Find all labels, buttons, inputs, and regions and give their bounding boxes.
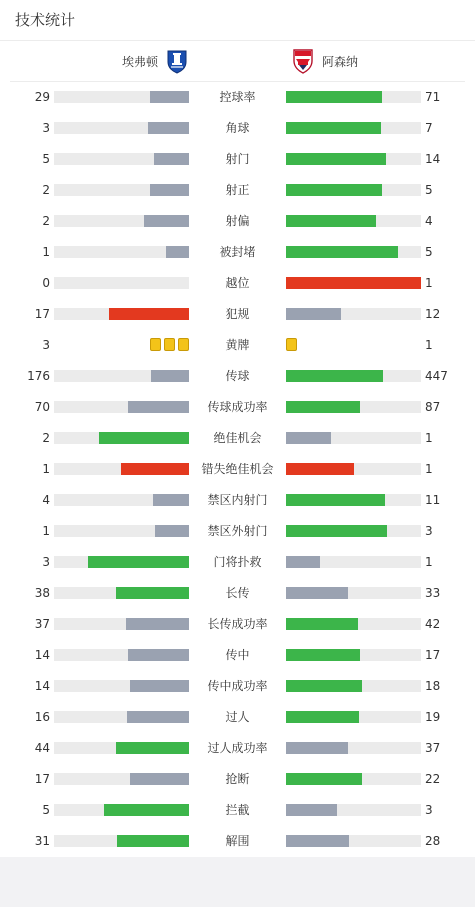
home-stat-bar-fill (151, 370, 189, 382)
home-stat-bar-fill (148, 122, 189, 134)
home-stat-bar (54, 370, 189, 382)
yellow-card-icon (178, 338, 189, 351)
stat-label: 禁区内射门 (207, 493, 268, 507)
away-stat-bar-fill (286, 401, 360, 413)
home-stat-bar (54, 401, 189, 413)
home-stat-bar (54, 711, 189, 723)
away-stat-bar (286, 618, 421, 630)
stat-label: 禁区外射门 (207, 524, 268, 538)
stat-row (0, 329, 475, 360)
yellow-card-icon (164, 338, 175, 351)
stat-label: 过人 (225, 710, 250, 724)
away-stat-value: 12 (425, 307, 441, 321)
away-stat-value: 1 (425, 431, 433, 445)
home-stat-bar-fill (117, 835, 189, 847)
stat-label: 传球成功率 (207, 400, 268, 414)
stat-row (0, 670, 475, 701)
stat-label: 越位 (225, 276, 250, 290)
home-stat-bar (54, 494, 189, 506)
away-stat-value: 7 (425, 121, 433, 135)
away-stat-bar-fill (286, 153, 386, 165)
away-team[interactable] (290, 49, 358, 73)
away-stat-bar (286, 184, 421, 196)
away-stat-value: 37 (425, 741, 441, 755)
home-stat-bar (54, 308, 189, 320)
home-team[interactable] (122, 49, 190, 73)
home-stat-value: 37 (34, 617, 50, 631)
away-stat-value: 1 (425, 276, 433, 290)
stat-row (0, 608, 475, 639)
away-stat-bar (286, 835, 421, 847)
home-stat-value: 3 (42, 121, 50, 135)
away-stat-bar (286, 742, 421, 754)
stat-row (0, 515, 475, 546)
home-stat-bar-fill (166, 246, 189, 258)
stat-label: 射门 (225, 152, 250, 166)
away-yellow-cards (286, 338, 297, 352)
away-stat-bar-fill (286, 91, 382, 103)
away-stat-bar-fill (286, 711, 359, 723)
home-team-name: 埃弗顿 (121, 54, 158, 69)
home-stat-bar-fill (154, 153, 189, 165)
away-stat-value: 17 (425, 648, 441, 662)
stat-label: 拦截 (225, 803, 250, 817)
away-stat-bar-fill (286, 122, 381, 134)
stat-row (0, 391, 475, 422)
home-stat-bar (54, 122, 189, 134)
stat-label: 控球率 (219, 90, 256, 104)
away-stat-bar (286, 804, 421, 816)
stat-label: 射偏 (225, 214, 250, 228)
away-stat-bar-fill (286, 215, 376, 227)
away-stat-value: 42 (425, 617, 441, 631)
home-stat-bar (54, 804, 189, 816)
home-stat-value: 2 (42, 431, 50, 445)
home-stat-bar-fill (126, 618, 189, 630)
arsenal-crest-icon (290, 48, 316, 74)
home-yellow-cards (150, 338, 189, 352)
home-stat-value: 44 (34, 741, 50, 755)
home-stat-value: 2 (42, 214, 50, 228)
home-stat-value: 70 (34, 400, 50, 414)
stat-row (0, 763, 475, 794)
stat-row (0, 732, 475, 763)
away-stat-value: 1 (425, 462, 433, 476)
home-stat-value: 17 (34, 772, 50, 786)
away-stat-bar-fill (286, 463, 354, 475)
stat-label: 门将扑救 (213, 555, 262, 569)
stat-label: 错失绝佳机会 (201, 462, 274, 476)
away-stat-value: 5 (425, 183, 433, 197)
home-stat-bar-fill (128, 649, 189, 661)
away-stat-bar-fill (286, 556, 320, 568)
stat-row (0, 267, 475, 298)
away-stat-value: 5 (425, 245, 433, 259)
away-stat-bar-fill (286, 308, 341, 320)
away-stat-bar (286, 122, 421, 134)
stat-label: 长传成功率 (207, 617, 268, 631)
home-stat-bar (54, 773, 189, 785)
stat-row (0, 205, 475, 236)
home-stat-bar (54, 432, 189, 444)
home-stat-value: 31 (34, 834, 50, 848)
stat-row (0, 546, 475, 577)
home-stat-value: 1 (42, 462, 50, 476)
home-stat-bar (54, 463, 189, 475)
away-stat-bar (286, 649, 421, 661)
home-stat-bar-fill (88, 556, 189, 568)
home-stat-value: 1 (42, 524, 50, 538)
away-team-name: 阿森纳 (322, 54, 359, 69)
stat-label: 解围 (225, 834, 250, 848)
home-stat-bar-fill (116, 742, 189, 754)
away-stat-value: 4 (425, 214, 433, 228)
stat-row (0, 639, 475, 670)
home-stat-value: 17 (34, 307, 50, 321)
away-stat-bar (286, 370, 421, 382)
away-stat-value: 19 (425, 710, 441, 724)
home-stat-bar (54, 525, 189, 537)
home-stat-bar (54, 649, 189, 661)
home-stat-value: 5 (42, 803, 50, 817)
home-stat-value: 14 (34, 679, 50, 693)
stat-label: 抢断 (225, 772, 250, 786)
away-stat-bar (286, 711, 421, 723)
stat-row (0, 422, 475, 453)
home-stat-bar-fill (153, 494, 189, 506)
stat-row (0, 484, 475, 515)
away-stat-value: 1 (425, 338, 433, 352)
home-stat-bar-fill (150, 184, 189, 196)
away-stat-bar (286, 680, 421, 692)
home-stat-value: 38 (34, 586, 50, 600)
away-stat-value: 71 (425, 90, 441, 104)
home-stat-bar (54, 587, 189, 599)
away-stat-bar (286, 246, 421, 258)
away-stat-bar-fill (286, 246, 398, 258)
home-stat-bar (54, 91, 189, 103)
stat-row (0, 453, 475, 484)
stat-label: 长传 (225, 586, 250, 600)
home-stat-value: 29 (34, 90, 50, 104)
home-stat-value: 5 (42, 152, 50, 166)
away-stat-bar-fill (286, 525, 387, 537)
stat-row (0, 81, 475, 112)
away-stat-value: 87 (425, 400, 441, 414)
away-stat-bar-fill (286, 742, 348, 754)
stat-row (0, 143, 475, 174)
stat-label: 传中成功率 (207, 679, 268, 693)
stat-row (0, 794, 475, 825)
away-stat-bar (286, 215, 421, 227)
home-stat-bar (54, 184, 189, 196)
away-stat-bar (286, 277, 421, 289)
away-stat-value: 447 (425, 369, 448, 383)
away-stat-bar-fill (286, 587, 348, 599)
away-stat-value: 22 (425, 772, 441, 786)
stat-row (0, 577, 475, 608)
home-stat-bar (54, 246, 189, 258)
away-stat-bar-fill (286, 184, 382, 196)
away-stat-value: 1 (425, 555, 433, 569)
away-stat-bar-fill (286, 494, 385, 506)
home-stat-value: 2 (42, 183, 50, 197)
away-stat-bar-fill (286, 835, 349, 847)
away-stat-bar-fill (286, 370, 383, 382)
stat-label: 过人成功率 (207, 741, 268, 755)
away-stat-bar (286, 308, 421, 320)
away-stat-bar-fill (286, 773, 362, 785)
home-stat-value: 176 (27, 369, 50, 383)
home-stat-bar-fill (127, 711, 189, 723)
stats-list (0, 81, 475, 856)
home-stat-bar (54, 680, 189, 692)
stat-label: 射正 (225, 183, 250, 197)
home-stat-bar-fill (130, 680, 189, 692)
home-stat-bar-fill (150, 91, 189, 103)
stat-row (0, 360, 475, 391)
stat-row (0, 112, 475, 143)
home-stat-value: 3 (42, 338, 50, 352)
home-stat-bar (54, 835, 189, 847)
away-stat-bar (286, 773, 421, 785)
home-stat-bar-fill (104, 804, 189, 816)
everton-crest-icon (164, 48, 190, 74)
stat-label: 被封堵 (219, 245, 256, 259)
home-stat-value: 1 (42, 245, 50, 259)
away-stat-bar (286, 525, 421, 537)
home-stat-bar (54, 153, 189, 165)
home-stat-bar-fill (144, 215, 189, 227)
home-stat-bar (54, 215, 189, 227)
away-stat-bar-fill (286, 618, 358, 630)
away-stat-value: 11 (425, 493, 441, 507)
away-stat-value: 18 (425, 679, 441, 693)
home-stat-value: 4 (42, 493, 50, 507)
yellow-card-icon (286, 338, 297, 351)
home-stat-value: 0 (42, 276, 50, 290)
away-stat-bar (286, 494, 421, 506)
home-stat-bar-fill (116, 587, 189, 599)
team-header (0, 41, 475, 81)
home-stat-bar-fill (128, 401, 189, 413)
home-stat-bar-fill (155, 525, 189, 537)
home-stat-bar-fill (99, 432, 189, 444)
away-stat-bar-fill (286, 804, 337, 816)
home-stat-value: 14 (34, 648, 50, 662)
home-stat-bar (54, 742, 189, 754)
home-stat-bar-fill (130, 773, 189, 785)
home-stat-bar-fill (121, 463, 189, 475)
home-stat-value: 16 (34, 710, 50, 724)
page-title: 技术统计 (15, 11, 76, 29)
away-stat-bar-fill (286, 277, 421, 289)
away-stat-value: 33 (425, 586, 441, 600)
yellow-card-icon (150, 338, 161, 351)
stat-row (0, 701, 475, 732)
stat-label: 犯规 (225, 307, 250, 321)
away-stat-value: 14 (425, 152, 441, 166)
away-stat-bar (286, 432, 421, 444)
home-stat-bar-fill (109, 308, 189, 320)
stat-row (0, 298, 475, 329)
stat-row (0, 236, 475, 267)
stat-label: 角球 (225, 121, 250, 135)
away-stat-bar-fill (286, 649, 360, 661)
home-stat-bar (54, 556, 189, 568)
away-stat-bar (286, 401, 421, 413)
home-stat-value: 3 (42, 555, 50, 569)
away-stat-value: 3 (425, 524, 433, 538)
stat-label: 传球 (225, 369, 250, 383)
away-stat-bar (286, 153, 421, 165)
stat-label: 传中 (225, 648, 250, 662)
away-stat-bar-fill (286, 680, 362, 692)
away-stat-bar (286, 463, 421, 475)
away-stat-bar (286, 556, 421, 568)
home-stat-bar (54, 618, 189, 630)
stat-label: 绝佳机会 (213, 431, 262, 445)
away-stat-bar (286, 587, 421, 599)
stat-row (0, 825, 475, 856)
home-stat-bar (54, 277, 189, 289)
away-stat-bar (286, 91, 421, 103)
stat-row (0, 174, 475, 205)
stat-label: 黄牌 (225, 338, 250, 352)
away-stat-bar-fill (286, 432, 331, 444)
away-stat-value: 28 (425, 834, 441, 848)
away-stat-value: 3 (425, 803, 433, 817)
